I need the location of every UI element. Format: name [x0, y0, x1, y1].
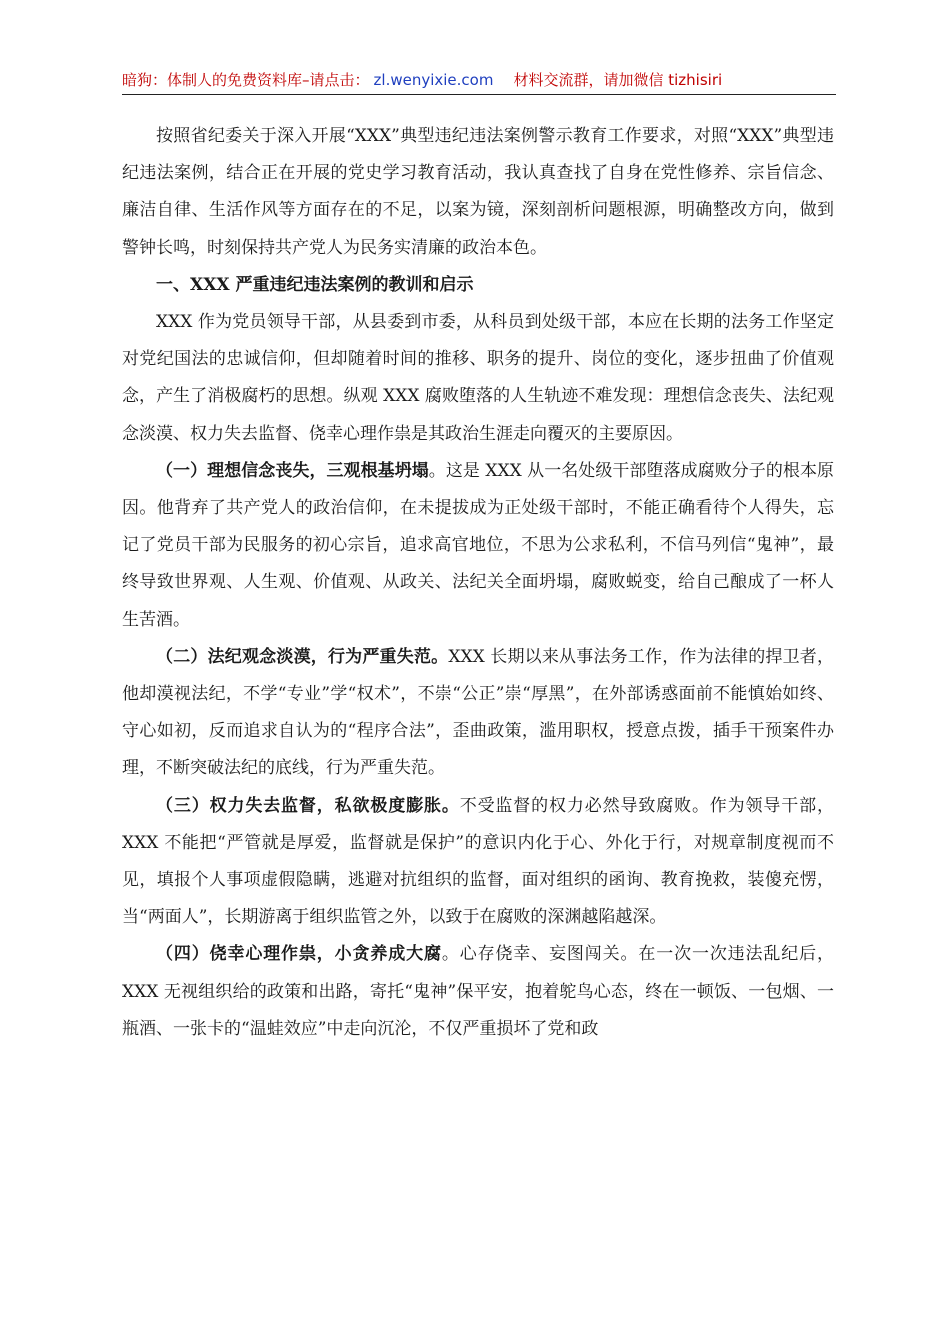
document-body: [122, 118, 834, 1048]
header-click-text: –请点击：: [302, 71, 370, 89]
point-text: XXX 长期以来从事法务工作，作为法律的捍卫者，他却漠视法纪，不学“专业”学“权术”，不崇“公正”崇“厚黑”，在外部诱惑面前不能慎始如终、守心如初，反而追求自认为的“程序合法”，歪曲政策，滥用职权，授意点拨，插手干预案件办理，不断突破法纪的底线，行为严重失范。: [122, 646, 835, 779]
point-paragraph: [122, 788, 834, 937]
point-text: 不受监督的权力必然导致腐败。作为领导干部，XXX 不能把“严管就是厚爱，监督就是保护”的意识内化于心、外化于行，对规章制度视而不见，填报个人事项虚假隐瞒，逃避对抗组织的监督，面对组织的函询、教育挽救，装傻充愣，当“两面人”，长期游离于组织监管之外，以致于在腐败的深渊越陷越深。: [122, 795, 834, 928]
header-site-link[interactable]: zl.wenyixie.com: [373, 71, 494, 89]
point-title: （三）权力失去监督，私欲极度膨胀。: [156, 795, 460, 816]
point-title: （二）法纪观念淡漠，行为严重失范。: [156, 646, 449, 667]
point-text: 。心存侥幸、妄图闯关。在一次一次违法乱纪后，XXX 无视组织给的政策和出路，寄托“鬼神”保平安，抱着鸵鸟心态，终在一顿饭、一包烟、一瓶酒、一张卡的“温蛙效应”中走向沉沦，不仅严重损坏了党和政: [122, 944, 835, 1039]
point-paragraph: [122, 936, 834, 1048]
intro-paragraph: 按照省纪委关于深入开展“XXX”典型违纪违法案例警示教育工作要求，对照“XXX”典型违纪违法案例，结合正在开展的党史学习教育活动，我认真查找了自身在党性修养、宗旨信念、廉洁自律、生活作风等方面存在的不足，以案为镜，深刻剖析问题根源，明确整改方向，做到警钟长鸣，时刻保持共产党人为民务实清廉的政治本色。: [122, 126, 834, 258]
point-title: （一）理想信念丧失，三观根基坍塌: [156, 460, 429, 481]
point-title: （四）侥幸心理作祟，小贪养成大腐: [156, 944, 442, 965]
section1-intro-paragraph: XXX 作为党员领导干部，从县委到市委，从科员到处级干部，本应在长期的法务工作坚定对党纪国法的忠诚信仰，但却随着时间的推移、职务的提升、岗位的变化，逐步扭曲了价值观念，产生了消极腐朽的思想。纵观 XXX 腐败堕落的人生轨迹不难发现：理想信念丧失、法纪观念淡漠、权力失去监督、侥幸心理作祟是其政治生涯走向覆灭的主要原因。: [122, 312, 834, 444]
header-brand: 暗狗：体制人的免费资料库: [122, 71, 303, 89]
point-paragraph: [122, 639, 834, 788]
page-header: [122, 68, 836, 95]
point-paragraph: [122, 453, 834, 639]
section1-heading: 一、XXX 严重违纪违法案例的教训和启示: [156, 274, 474, 295]
point-text: 。这是 XXX 从一名处级干部堕落成腐败分子的根本原因。他背弃了共产党人的政治信仰，在未提拔成为正处级干部时，不能正确看待个人得失，忘记了党员干部为民服务的初心宗旨，追求高官地位，不思为公求私利，不信马列信“鬼神”，最终导致世界观、人生观、价值观、从政关、法纪关全面坍塌，腐败蜕变，给自己酿成了一杯人生苦酒。: [122, 460, 834, 630]
header-contact: 材料交流群，请加微信 tizhisiri: [513, 71, 723, 89]
